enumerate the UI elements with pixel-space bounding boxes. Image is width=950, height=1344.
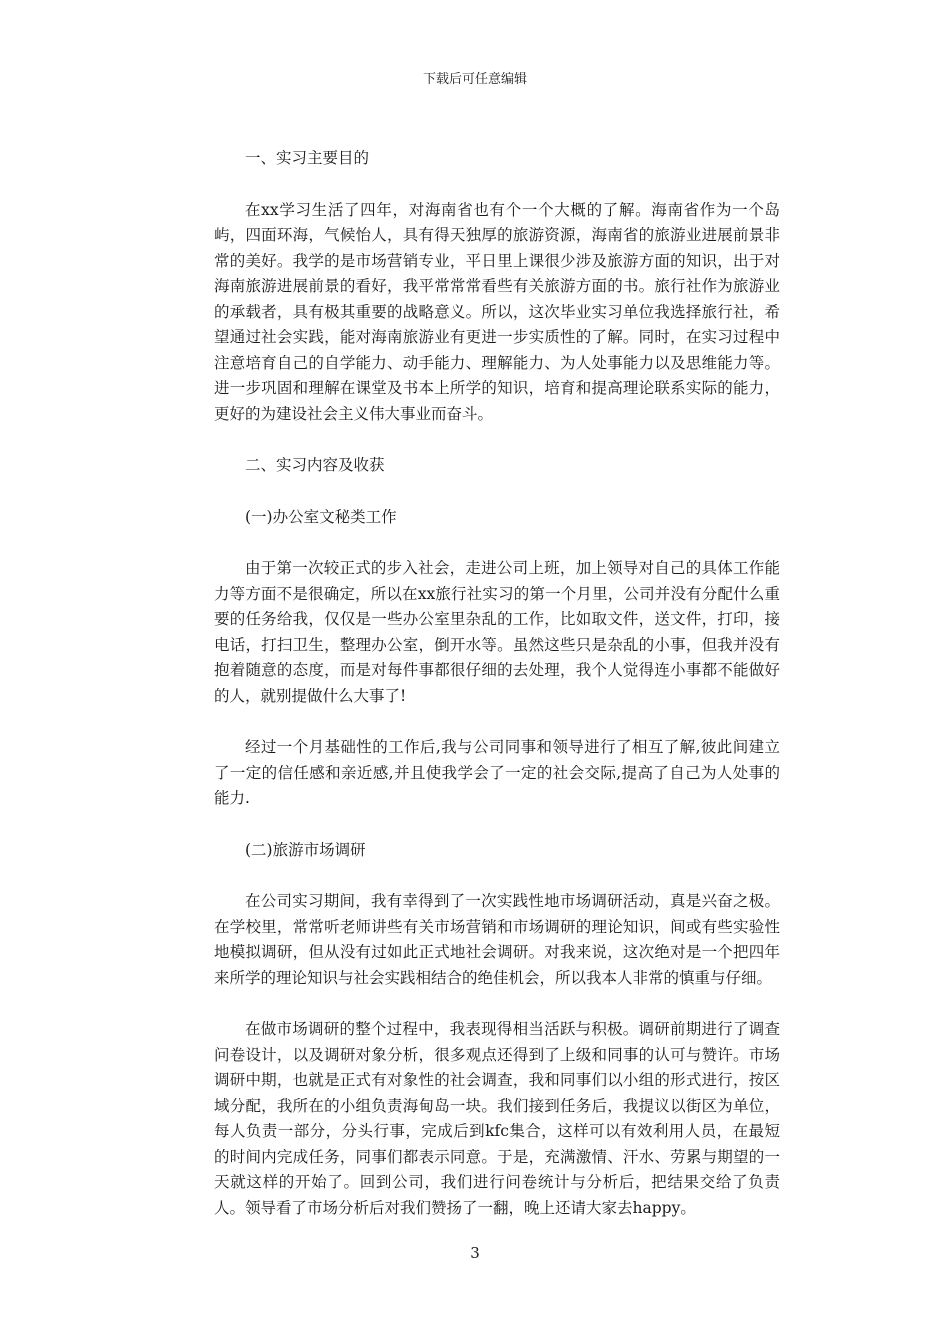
section-2-paragraph-1: 由于第一次较正式的步入社会，走进公司上班，加上领导对自己的具体工作能力等方面不是很确定，所以在xx旅行社实习的第一个月里，公司并没有分配什么重要的任务给我，仅仅是一些办公室里杂乱的工作，比如取文件，送文件，打印，接电话，打扫卫生，整理办公室，倒开水等。虽然这些只是杂乱的小事，但我并没有抱着随意的态度，而是对每件事都很仔细的去处理，我个人觉得连小事都不能做好的人，就别提做什么大事了!: [214, 559, 780, 705]
section-2-title: 二、实习内容及收获: [245, 456, 385, 474]
page-number: 3: [470, 1244, 480, 1262]
section-2-subtitle-2: (二)旅游市场调研: [245, 840, 366, 859]
section-2-paragraph-3: 在公司实习期间，我有幸得到了一次实践性地市场调研活动，真是兴奋之极。在学校里，常常听老师讲些有关市场营销和市场调研的理论知识，间或有些实验性地模拟调研，但从没有过如此正式地社会调研。对我来说，这次绝对是一个把四年来所学的理论知识与社会实践相结合的绝佳机会，所以我本人非常的慎重与仔细。: [214, 892, 780, 987]
document-body: [214, 146, 780, 1247]
section-1-paragraph-1: 在xx学习生活了四年，对海南省也有个一个大概的了解。海南省作为一个岛屿，四面环海，气候怡人，具有得天独厚的旅游资源，海南省的旅游业进展前景非常的美好。我学的是市场营销专业，平日里上课很少涉及旅游方面的知识，出于对海南旅游进展前景的看好，我平常常常看些有关旅游方面的书。旅行社作为旅游业的承载者，具有极其重要的战略意义。所以，这次毕业实习单位我选择旅行社，希望通过社会实践，能对海南旅游业有更进一步实质性的了解。同时，在实习过程中注意培育自己的自学能力、动手能力、理解能力、为人处事能力以及思维能力等。进一步巩固和理解在课堂及书本上所学的知识，培育和提高理论联系实际的能力，更好的为建设社会主义伟大事业而奋斗。: [214, 200, 780, 423]
section-1-title: 一、实习主要目的: [245, 149, 370, 167]
section-2-paragraph-2: 经过一个月基础性的工作后,我与公司同事和领导进行了相互了解,彼此间建立了一定的信任感和亲近感,并且使我学会了一定的社会交际,提高了自己为人处事的能力.: [214, 738, 780, 807]
section-2-paragraph-4: 在做市场调研的整个过程中，我表现得相当活跃与积极。调研前期进行了调查问卷设计，以及调研对象分析，很多观点还得到了上级和同事的认可与赞许。市场调研中期，也就是正式有对象性的社会调查，我和同事们以小组的形式进行，按区域分配，我所在的小组负责海甸岛一块。我们接到任务后，我提议以街区为单位，每人负责一部分，分头行事，完成后到kfc集合，这样可以有效利用人员，在最短的时间内完成任务，同事们都表示同意。于是，充满激情、汗水、劳累与期望的一天就这样的开始了。回到公司，我们进行问卷统计与分析后，把结果交给了负责人。领导看了市场分析后对我们赞扬了一翻，晚上还请大家去happy。: [214, 1020, 780, 1217]
section-2-subtitle-1: (一)办公室文秘类工作: [245, 507, 397, 526]
page-header: 下载后可任意编辑: [422, 72, 527, 87]
